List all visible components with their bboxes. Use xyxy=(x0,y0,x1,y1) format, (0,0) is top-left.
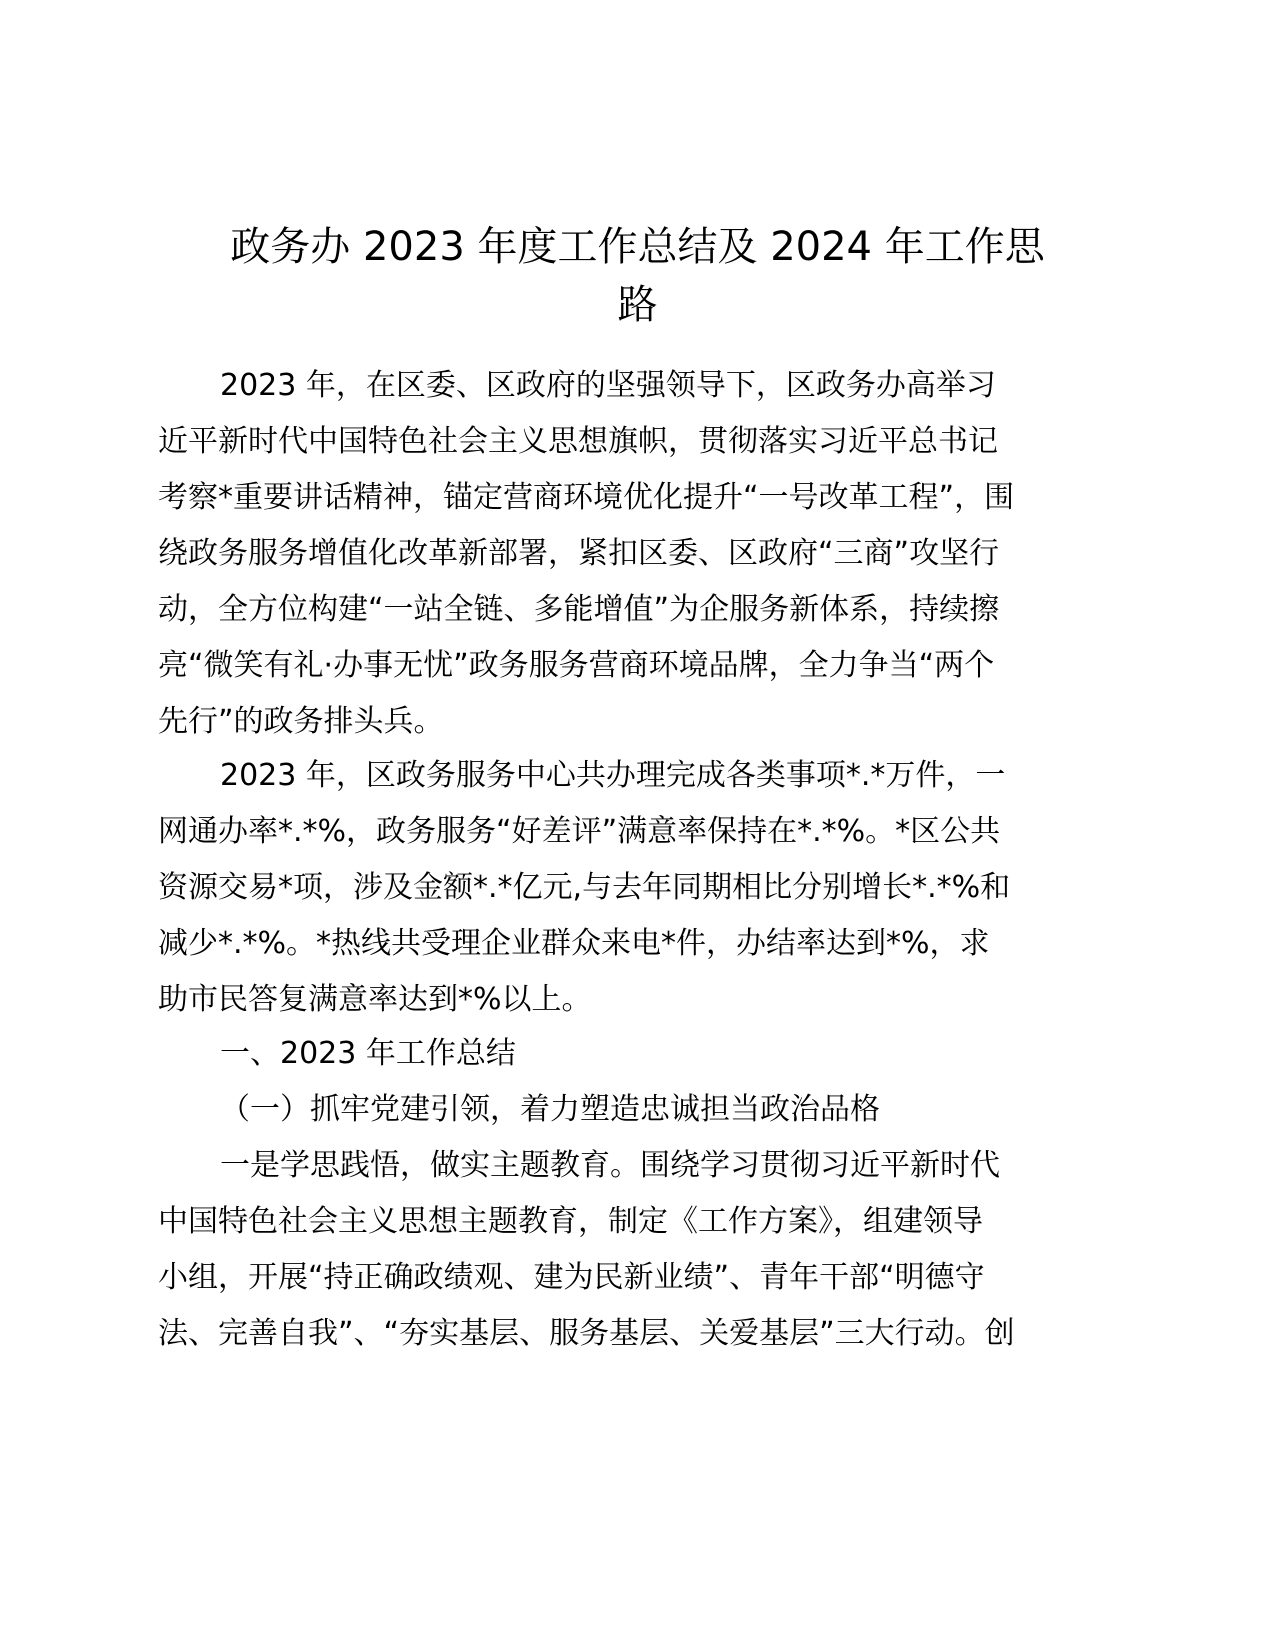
section-heading-2: （一）抓牢党建引领，着力塑造忠诚担当政治品格 xyxy=(220,1092,880,1127)
paragraph-1-line-7: 先行”的政务排头兵。 xyxy=(158,704,444,739)
paragraph-1-line-1: 2023 年，在区委、区政府的坚强领导下，区政务办高举习 xyxy=(220,368,996,403)
paragraph-2-line-1: 2023 年，区政务服务中心共办理完成各类事项*.*万件，一 xyxy=(220,758,1006,793)
paragraph-2-line-4: 减少*.*%。*热线共受理企业群众来电*件，办结率达到*%，求 xyxy=(158,926,990,961)
paragraph-2-line-3: 资源交易*项，涉及金额*.*亿元,与去年同期相比分别增长*.*%和 xyxy=(158,870,1011,905)
paragraph-1-line-2: 近平新时代中国特色社会主义思想旗帜，贯彻落实习近平总书记 xyxy=(158,424,998,459)
title-line-1: 政务办 2023 年度工作总结及 2024 年工作思 xyxy=(230,224,1045,270)
paragraph-2-line-2: 网通办率*.*%，政务服务“好差评”满意率保持在*.*%。*区公共 xyxy=(158,814,1001,849)
paragraph-2-line-5: 助市民答复满意率达到*%以上。 xyxy=(158,982,592,1017)
paragraph-3-line-3: 小组，开展“持正确政绩观、建为民新业绩”、青年干部“明德守 xyxy=(158,1260,985,1295)
paragraph-3-line-4: 法、完善自我”、“夯实基层、服务基层、关爱基层”三大行动。创 xyxy=(158,1316,1015,1351)
title-line-2: 路 xyxy=(617,282,658,328)
paragraph-1-line-3: 考察*重要讲话精神，锚定营商环境优化提升“一号改革工程”，围 xyxy=(158,480,1015,515)
paragraph-1-line-6: 亮“微笑有礼·办事无忧”政务服务营商环境品牌，全力争当“两个 xyxy=(158,648,995,683)
document-title xyxy=(160,218,1115,334)
paragraph-1-line-5: 动，全方位构建“一站全链、多能增值”为企服务新体系，持续擦 xyxy=(158,592,1000,627)
paragraph-3-line-1: 一是学思践悟，做实主题教育。围绕学习贯彻习近平新时代 xyxy=(220,1148,1000,1183)
section-heading-1: 一、2023 年工作总结 xyxy=(220,1036,516,1071)
paragraph-3-line-2: 中国特色社会主义思想主题教育，制定《工作方案》，组建领导 xyxy=(158,1204,983,1239)
paragraph-1-line-4: 绕政务服务增值化改革新部署，紧扣区委、区政府“三商”攻坚行 xyxy=(158,536,1000,571)
